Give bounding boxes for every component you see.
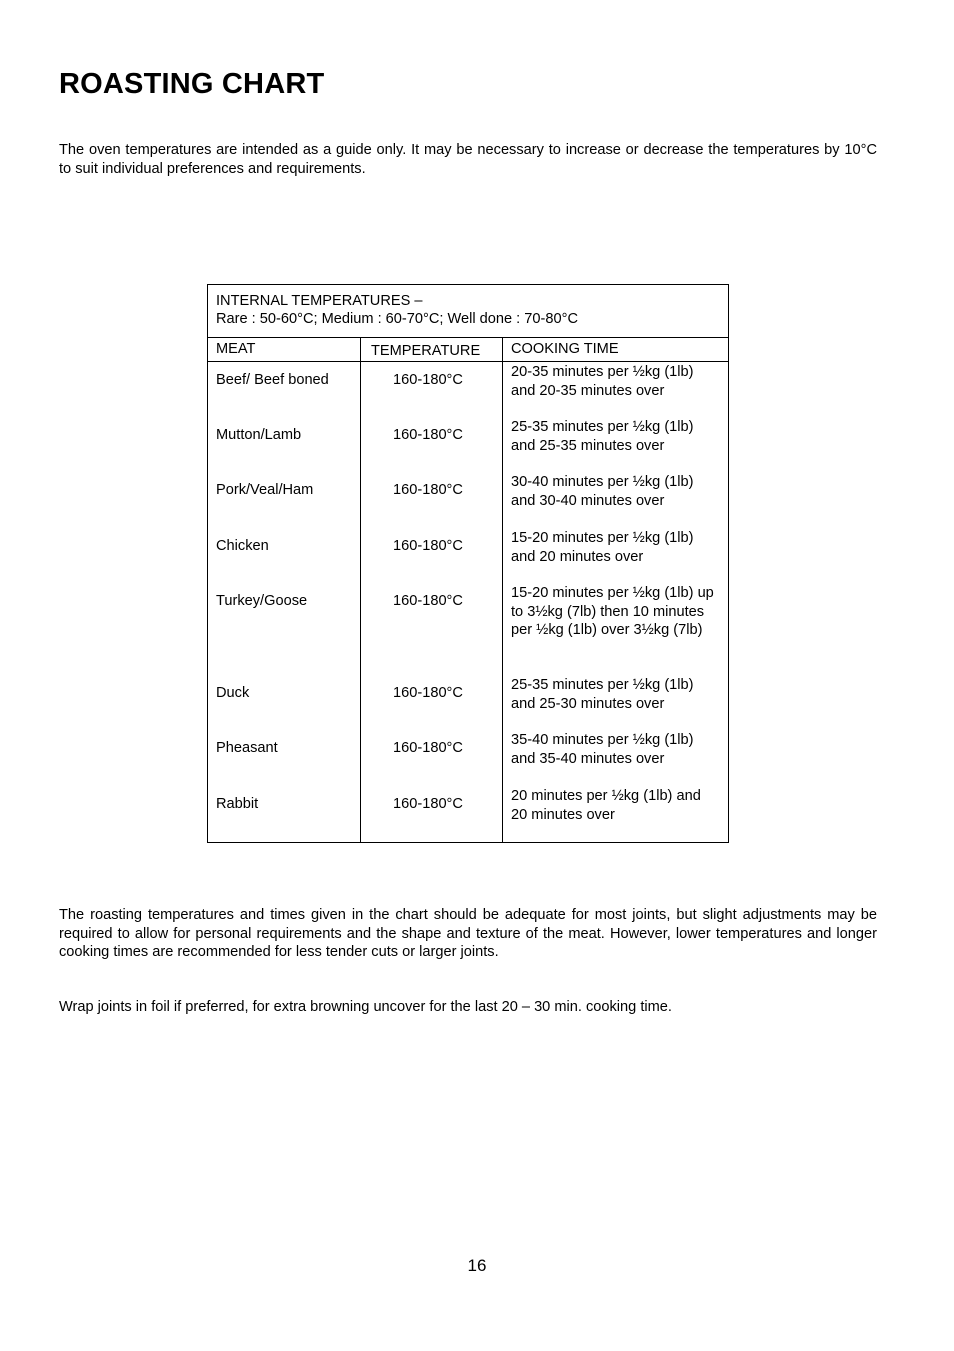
column-divider (360, 338, 361, 842)
temperature-cell: 160-180°C (393, 482, 463, 498)
meat-cell: Chicken (216, 538, 269, 554)
temperature-cell: 160-180°C (393, 427, 463, 443)
cooking-time-cell: 15-20 minutes per ½kg (1lb) up to 3½kg (7lb) then 10 minutes per ½kg (1lb) over 3½kg (7lb) (511, 585, 714, 638)
meat-cell: Rabbit (216, 796, 259, 812)
header-title: INTERNAL TEMPERATURES – (216, 293, 423, 309)
cooking-time-cell: 25-35 minutes per ½kg (1lb) and 25-30 minutes over (511, 677, 694, 712)
column-header-cooking-time: COOKING TIME (511, 341, 619, 357)
roasting-chart-table (207, 284, 729, 843)
meat-cell: Turkey/Goose (216, 593, 308, 609)
temperature-cell: 160-180°C (393, 740, 463, 756)
header-doneness-ranges: Rare : 50-60°C; Medium : 60-70°C; Well done : 70-80°C (216, 311, 578, 327)
temperature-cell: 160-180°C (393, 685, 463, 701)
temperature-cell: 160-180°C (393, 593, 463, 609)
meat-cell: Beef/ Beef boned (216, 372, 329, 388)
page-number: 16 (467, 1256, 487, 1275)
cooking-time-cell: 35-40 minutes per ½kg (1lb) and 35-40 minutes over (511, 732, 694, 767)
meat-cell: Pork/Veal/Ham (216, 482, 314, 498)
meat-cell: Mutton/Lamb (216, 427, 302, 443)
temperature-cell: 160-180°C (393, 538, 463, 554)
column-header-meat: MEAT (216, 341, 256, 357)
column-divider (502, 338, 503, 842)
temperature-cell: 160-180°C (393, 372, 463, 388)
column-header-temperature: TEMPERATURE (371, 343, 481, 359)
cooking-time-cell: 20 minutes per ½kg (1lb) and 20 minutes over (511, 788, 701, 823)
cooking-time-cell: 25-35 minutes per ½kg (1lb) and 25-35 minutes over (511, 419, 694, 454)
cooking-time-cell: 15-20 minutes per ½kg (1lb) and 20 minutes over (511, 530, 694, 565)
internal-temperatures-header (208, 285, 728, 338)
intro-paragraph: The oven temperatures are intended as a guide only. It may be necessary to increase or decrease the temperatures by 10°C to suit individual preferences and requirements. (59, 142, 877, 177)
cooking-time-cell: 30-40 minutes per ½kg (1lb) and 30-40 minutes over (511, 474, 694, 509)
temperature-cell: 160-180°C (393, 796, 463, 812)
meat-cell: Duck (216, 685, 250, 701)
column-header-divider (208, 361, 728, 362)
adjustment-note: The roasting temperatures and times given in the chart should be adequate for most joints, but slight adjustments may be required to allow for personal requirements and the shape and texture of the meat. However, lower temperatures and longer cooking times are recommended for less tender cuts or larger joints. (59, 907, 877, 960)
page-title: ROASTING CHART (59, 68, 325, 100)
cooking-time-cell: 20-35 minutes per ½kg (1lb) and 20-35 minutes over (511, 364, 694, 399)
foil-note: Wrap joints in foil if preferred, for extra browning uncover for the last 20 – 30 min. cooking time. (59, 999, 672, 1015)
meat-cell: Pheasant (216, 740, 278, 756)
